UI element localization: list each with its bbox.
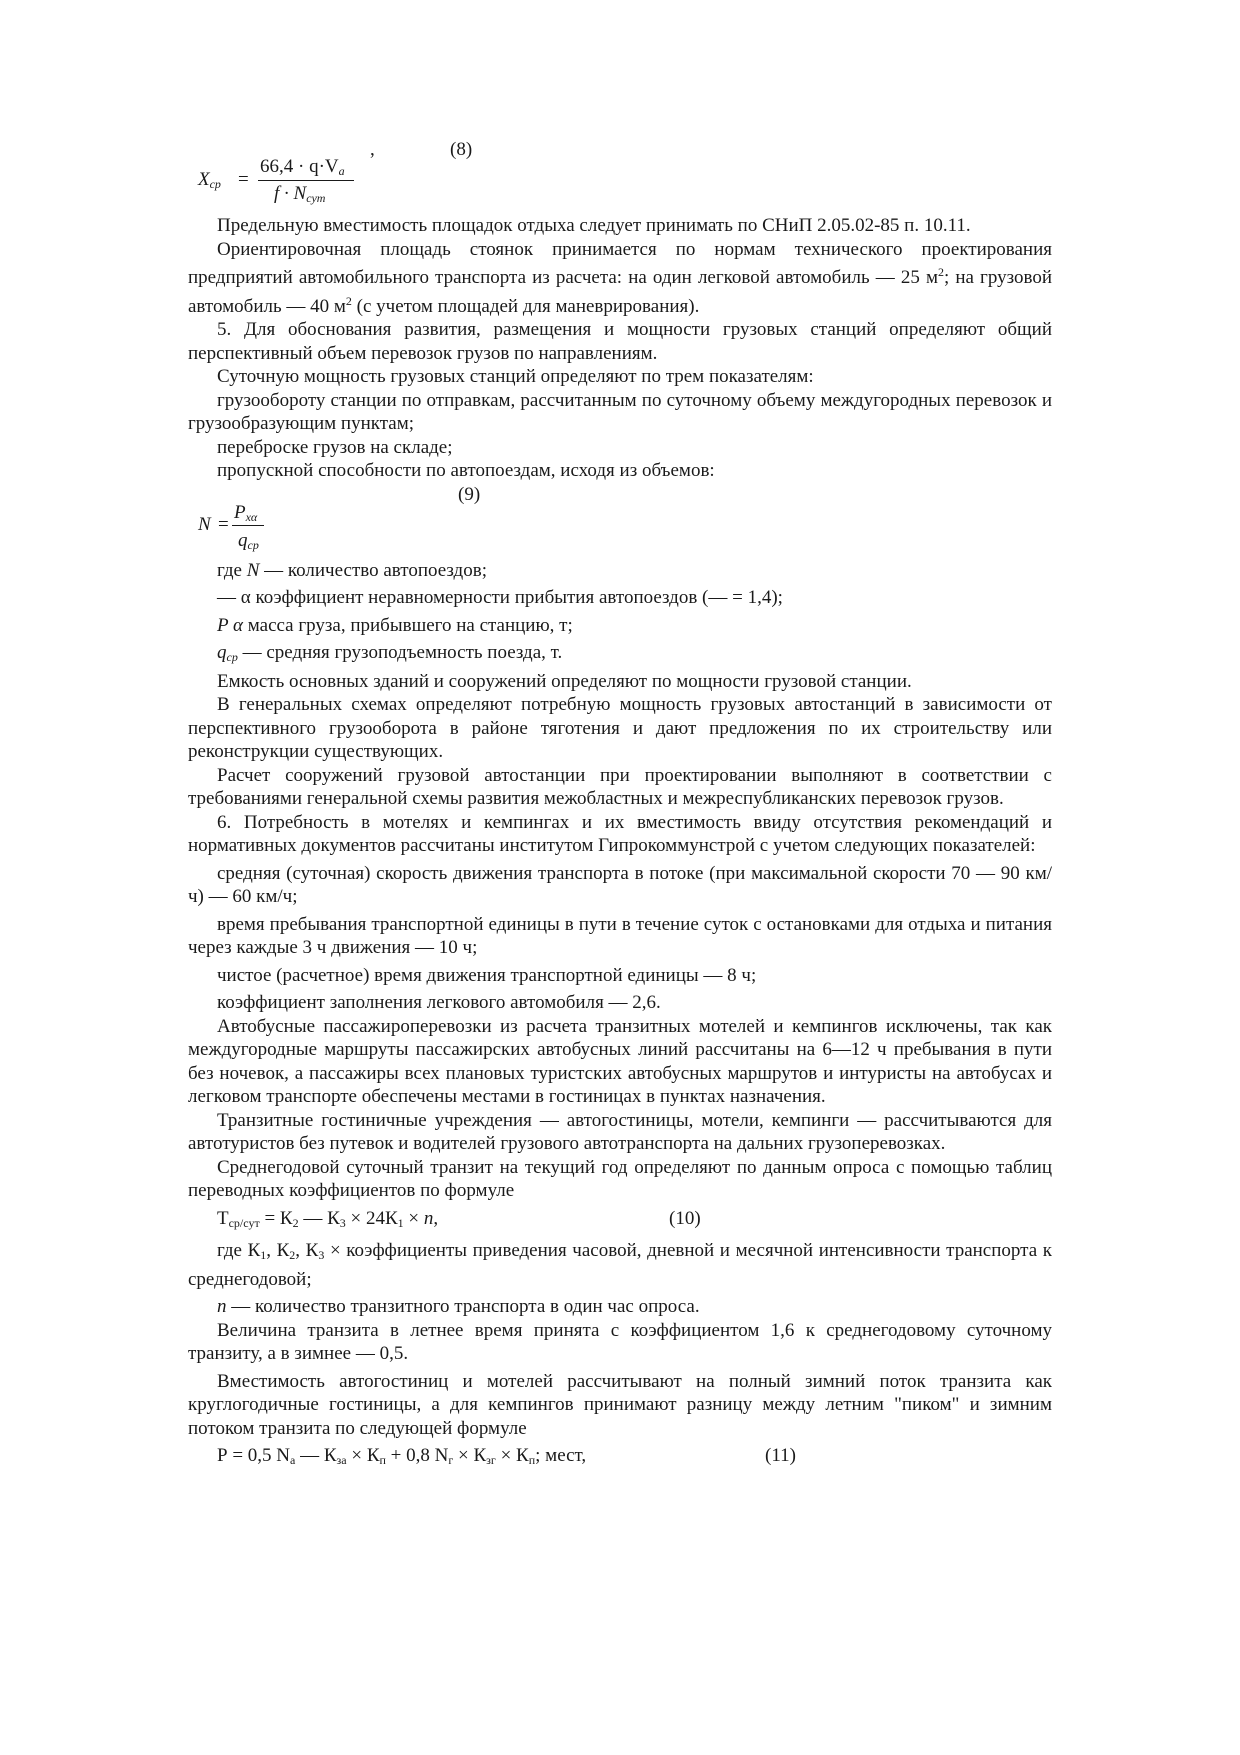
- paragraph: Расчет сооружений грузовой автостанции при проектировании выполняют в соответствии с требованиями генеральной схемы развития межобластных и межреспубликанских перевозок грузов.: [188, 764, 1052, 809]
- formula-10-number: (10): [669, 1207, 701, 1229]
- formula-8-denominator: $f \cdot N_{сут}$: [274, 183, 326, 205]
- formula-10: $Т_{ср/сут} = К_2$ — $К_3 \times 24К_1 \times n$, (10): [217, 1207, 701, 1230]
- formula-9-number: (9): [458, 483, 481, 505]
- formula-9: [188, 483, 1052, 555]
- formula-8-number: (8): [450, 139, 473, 160]
- paragraph: переброске грузов на складе;: [217, 436, 453, 458]
- document-body: [188, 139, 1053, 1473]
- paragraph: Величина транзита в летнее время принята с коэффициентом 1,6 к среднегодовому суточному транзиту, а в зимнее — 0,5.: [188, 1319, 1052, 1364]
- paragraph: n — количество транзитного транспорта в один час опроса.: [217, 1296, 700, 1317]
- paragraph: средняя (суточная) скорость движения транспорта в потоке (при максимальной скорости 70 — 90 км/ч) — 60 км/ч;: [188, 862, 1052, 907]
- paragraph: Среднегодовой суточный транзит на текущий год определяют по данным опроса с помощью таблиц переводных коэффициентов по формуле: [188, 1156, 1052, 1201]
- paragraph: 6. Потребность в мотелях и кемпингах и их вместимость ввиду отсутствия рекомендаций и нормативных документов рассчитаны институтом Гипрокоммунстрой с учетом следующих показателей:: [188, 811, 1052, 856]
- formula-11: Р = 0,5 $N_а$ — $К_{за} \times К_п + 0,8$ $N_г \times К_{зг} \times К_п$; мест, (11): [217, 1445, 796, 1467]
- legend-item: $q_{ср}$ — средняя грузоподъемность поезда, т.: [217, 642, 563, 664]
- formula-8-lhs: $X_{ср}$: [198, 169, 221, 191]
- legend-item: где N — количество автопоездов;: [217, 559, 487, 581]
- paragraph: Предельную вместимость площадок отдыха следует принимать по СНиП 2.05.02-85 п. 10.11.: [217, 215, 971, 236]
- paragraph: 5. Для обоснования развития, размещения и мощности грузовых станций определяют общий перспективный объем перевозок грузов по направлениям.: [188, 319, 1052, 364]
- paragraph: В генеральных схемах определяют потребную мощность грузовых автостанций в зависимости от перспективного грузооборота в районе тяготения и дают предложения по их строительству или реконструкции существующих.: [188, 694, 1052, 762]
- paragraph: Транзитные гостиничные учреждения — автогостиницы, мотели, кемпинги — рассчитываются для автотуристов без путевок и водителей грузового автотранспорта на дальних грузоперевозках.: [188, 1109, 1052, 1154]
- paragraph: время пребывания транспортной единицы в пути в течение суток с остановками для отдыха и питания через каждые 3 ч движения — 10 ч;: [188, 913, 1052, 958]
- paragraph: Ориентировочная площадь стоянок принимается по нормам технического проектирования предприятий автомобильного транспорта из расчета: на один легковой автомобиль — 25 $м^2$; на грузовой автомобиль — 40 $м^2$ (с учетом площадей для маневрирования).: [188, 238, 1053, 317]
- formula-9-numerator: $P_{x\alpha}$: [234, 501, 258, 524]
- formula-8-numerator: $66,4 \cdot q\cdot V_a$: [260, 156, 345, 178]
- formula-9-equals: =: [218, 513, 229, 535]
- formula-8-fraction-bar: [258, 180, 354, 181]
- paragraph: пропускной способности по автопоездам, исходя из объемов:: [217, 460, 715, 481]
- formula-8-comma: ,: [370, 139, 375, 160]
- paragraph: Автобусные пассажироперевозки из расчета транзитных мотелей и кемпингов исключены, так как междугородные маршруты пассажирских автобусных линий рассчитаны на 6—12 ч пребывания в пути без ночевок, а пассажиры всех плановых туристских автобусных маршрутов и интуристы на автобусах и легковом транспорте обеспечены местами в гостиницах в пунктах назначения.: [188, 1015, 1052, 1107]
- paragraph: коэффициент заполнения легкового автомобиля — 2,6.: [217, 992, 661, 1013]
- legend-item: — α коэффициент неравномерности прибытия автопоездов (— = 1,4);: [217, 587, 783, 608]
- formula-9-denominator: $q_{ср}$: [238, 529, 259, 552]
- formula-11-number: (11): [765, 1445, 796, 1466]
- formula-9-fraction-bar: [232, 525, 264, 526]
- paragraph: чистое (расчетное) время движения транспортной единицы — 8 ч;: [217, 964, 757, 986]
- paragraph: Вместимость автогостиниц и мотелей рассчитывают на полный зимний поток транзита как круглогодичные гостиницы, а для кемпингов принимают разницу между летним "пиком" и зимним потоком транзита по следующей формуле: [188, 1370, 1052, 1439]
- paragraph: Суточную мощность грузовых станций определяют по трем показателям:: [217, 366, 814, 387]
- formula-8: [188, 139, 1052, 214]
- formula-8-equals: =: [238, 169, 249, 190]
- paragraph: грузообороту станции по отправкам, рассчитанным по суточному объему междугородных перевозок и грузообразующим пунктам;: [188, 389, 1052, 434]
- formula-9-lhs: N: [198, 513, 211, 535]
- paragraph: Емкость основных зданий и сооружений определяют по мощности грузовой станции.: [217, 670, 912, 692]
- paragraph: где $К_1$, $К_2$, $К_3$ × коэффициенты приведения часовой, дневной и месячной интенсивности транспорта к среднегодовой;: [188, 1240, 1052, 1290]
- legend-item: P α масса груза, прибывшего на станцию, т;: [217, 614, 573, 636]
